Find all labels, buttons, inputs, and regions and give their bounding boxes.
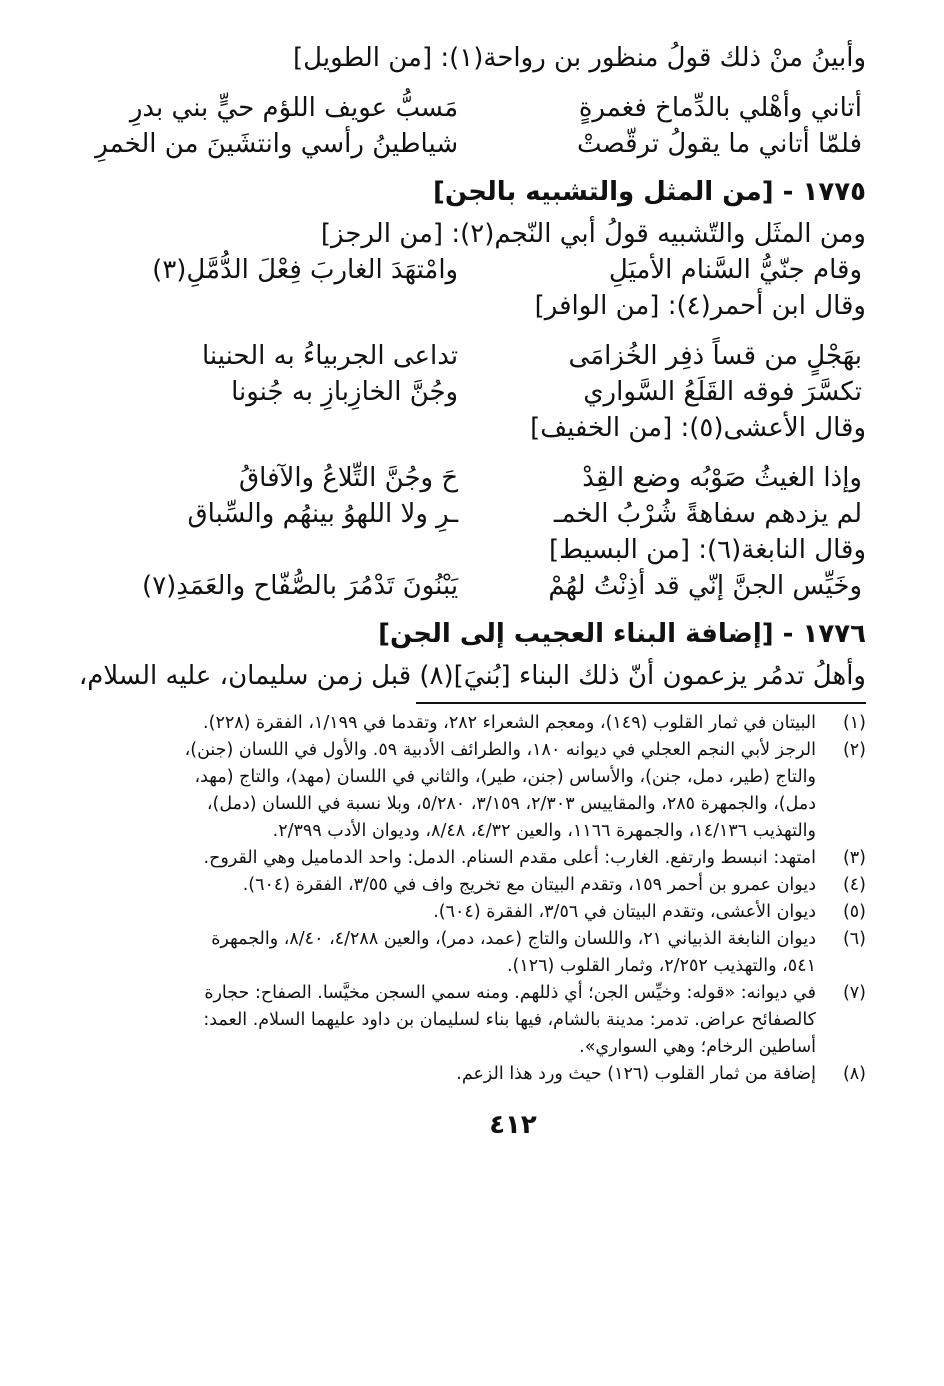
footnote [100, 980, 866, 1061]
footnote-line: البيتان في ثمار القلوب (١٤٩)، ومعجم الشعراء ٢٨٢، وتقدما في ١/١٩٩، الفقرة (٢٢٨). [203, 713, 816, 733]
page-body [78, 40, 866, 1140]
verse-line [100, 90, 866, 126]
intro-line: وقال الأعشى(٥): [من الخفيف] [530, 413, 866, 443]
verse-second-hemistich: تداعى الجربياءُ به الحنينا [201, 341, 459, 371]
footnote-number: (٦) [842, 929, 866, 949]
verse-first-hemistich: بهَجْلٍ من قساً ذفِر الخُزامَى [568, 341, 862, 371]
verse-line [100, 568, 866, 604]
verse-line [100, 374, 866, 410]
verse-line [100, 460, 866, 496]
verse-second-hemistich: وجُنَّ الخازِبازِ به جُنونا [231, 377, 459, 407]
verse-first-hemistich: تكسَّرَ فوقه القَلَعُ السَّواري [583, 377, 862, 407]
verse-second-hemistich: مَسبُّ عويف اللؤم حيٍّ بني بدرِ [129, 93, 459, 123]
section-heading-1776: ١٧٧٦ - [إضافة البناء العجيب إلى الجن] [378, 619, 866, 649]
footnote-number: (١) [842, 713, 866, 733]
footnote-line: أساطين الرخام؛ وهي السواري». [579, 1037, 816, 1057]
intro-line: ومن المثَل والتّشبيه قولُ أبي النّجم(٢): [من الرجز] [320, 219, 866, 249]
footnote-line: ديوان عمرو بن أحمر ١٥٩، وتقدم البيتان مع تخريج واف في ٣/٥٥، الفقرة (٦٠٤). [242, 875, 816, 895]
footnote-line: ديوان النابغة الذبياني ٢١، واللسان والتاج (عمد، دمر)، والعين ٤/٢٨٨، ٨/٤٠، والجمهرة [211, 929, 816, 949]
footnote-line: ديوان الأعشى، وتقدم البيتان في ٣/٥٦، الفقرة (٦٠٤). [433, 902, 816, 922]
footnote-number: (٢) [842, 740, 866, 760]
verse-first-hemistich: وقام جنّيُّ السَّنام الأميَلِ [608, 255, 862, 285]
footnote-line: امتهد: انبسط وارتفع. الغارب: أعلى مقدم السنام. الدمل: واحد الدماميل وهي القروح. [203, 848, 816, 868]
footnote-line: ٥٤١، والتهذيب ٢/٢٥٢، وثمار القلوب (١٢٦). [506, 956, 816, 976]
footnote-line: كالصفائح عراض. تدمر: مدينة بالشام، فيها بناء لسليمان بن داود عليهما السلام. العمد: [203, 1010, 816, 1030]
footnote-line: والتاج (طير، دمل، جنن)، والأساس (جنن، طير)، والثاني في اللسان (مهد)، والتاج (مهد، [194, 767, 816, 787]
verse-line [95, 126, 866, 162]
page-number: ٤١٢ [489, 1110, 537, 1140]
verse-first-hemistich: وإذا الغيثُ صَوْبُه وضع القِدْ [582, 463, 862, 493]
verse-second-hemistich: وامْتهَدَ الغاربَ فِعْلَ الدُّمَّلِ(٣) [152, 255, 459, 285]
footnote-number: (٧) [842, 983, 866, 1003]
footnote-line: والتهذيب ١٤/١٣٦، والجمهرة ١١٦٦، والعين ٤/٣٢، ٨/٤٨، وديوان الأدب ٢/٣٩٩. [272, 821, 816, 841]
footnote [100, 1061, 866, 1088]
verse-first-hemistich: وخَيِّس الجنَّ إنّي قد أذِنْتُ لهُمْ [548, 571, 862, 601]
intro-line: وأبينُ منْ ذلك قولُ منظور بن رواحة(١): [من الطويل] [293, 43, 866, 73]
section-heading-1775: ١٧٧٥ - [من المثل والتشبيه بالجن] [432, 177, 866, 207]
verse-second-hemistich: حَ وجُنَّ التِّلاعُ والآفاقُ [238, 463, 459, 493]
footnote-number: (٨) [842, 1064, 866, 1084]
footnote-number: (٣) [842, 848, 866, 868]
footnote [100, 737, 866, 845]
closing-line: وأهلُ تدمُر يزعمون أنّ ذلك البناء [بُنيَ](٨) قبل زمن سليمان، عليه السلام، [78, 661, 866, 691]
footnote-line: إضافة من ثمار القلوب (١٢٦) حيث ورد هذا الزعم. [456, 1064, 816, 1084]
verse-line [100, 252, 866, 288]
footnote [100, 845, 866, 872]
verse-second-hemistich: ـرِ ولا اللهوُ بينهُم والسِّباق [187, 499, 459, 529]
verse-first-hemistich: فلمّا أتاني ما يقولُ ترقّصتْ [577, 129, 862, 159]
verse-second-hemistich: شياطينُ رأسي وانتشَينَ من الخمرِ [95, 129, 459, 159]
verse-second-hemistich: يَبْنُونَ تَدْمُرَ بالصُّفّاح والعَمَدِ(٧) [142, 571, 459, 601]
footnote [100, 899, 866, 926]
footnote [100, 926, 866, 980]
footnote-number: (٥) [842, 902, 866, 922]
footnote-line: في ديوانه: «قوله: وخيِّس الجن؛ أي ذللهم. ومنه سمي السجن مخيَّسا. الصفاح: حجارة [204, 983, 816, 1003]
intro-line: وقال النابغة(٦): [من البسيط] [549, 535, 866, 565]
footnote-divider [416, 702, 866, 704]
verse-line [100, 338, 866, 374]
footnote-number: (٤) [842, 875, 866, 895]
verse-first-hemistich: أتاني وأهْلي بالدِّماخ فغمرةٍ [578, 93, 862, 123]
footnote [100, 710, 866, 737]
verse-line [100, 496, 866, 532]
intro-line: وقال ابن أحمر(٤): [من الوافر] [534, 291, 866, 321]
footnote-line: الرجز لأبي النجم العجلي في ديوانه ١٨٠، والطرائف الأدبية ٥٩. والأول في اللسان (جنن)، [184, 740, 816, 760]
verse-first-hemistich: لم يزدهم سفاهةً شُرْبُ الخمـ [553, 499, 862, 529]
footnote [100, 872, 866, 899]
footnote-line: دمل)، والجمهرة ٢٨٥، والمقاييس ٢/٣٠٣، ٣/١٥٩، ٥/٢٨٠، وبلا نسبة في اللسان (دمل)، [206, 794, 816, 814]
